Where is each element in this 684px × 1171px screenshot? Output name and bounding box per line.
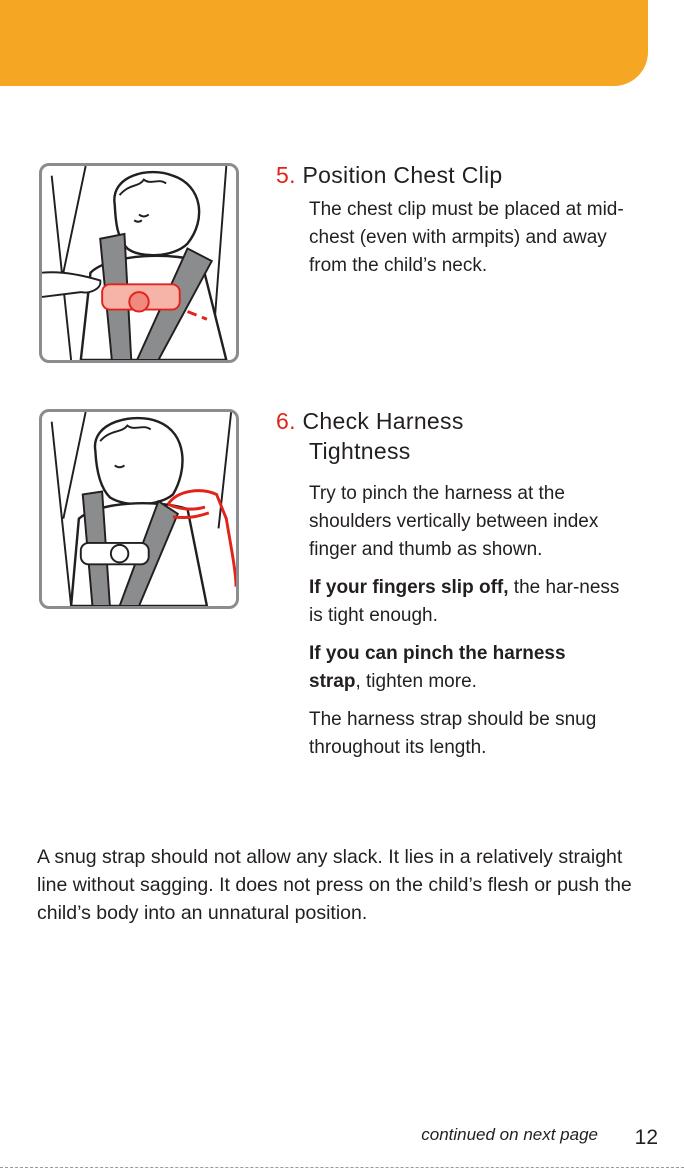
snug-strap-paragraph: A snug strap should not allow any slack. It lies in a relatively straight line without sagging. It does not press on the child’s flesh or push the child’s body into an unnatural position. [37, 846, 632, 924]
step-6-paragraph-2-rest: the har-ness is tight enough. [309, 577, 620, 626]
step-6-heading-line1: Check Harness [302, 408, 464, 434]
step-5-number: 5. [276, 162, 296, 188]
step-6-paragraph-1: Try to pinch the harness at the shoulders vertically between index finger and thumb as shown. [309, 483, 599, 560]
page-number: 12 [634, 1126, 658, 1149]
bottom-dashed-rule [0, 1167, 684, 1168]
step-6-paragraph-3-rest: , tighten more. [355, 671, 477, 692]
step-5-body: The chest clip must be placed at mid-chest (even with armpits) and away from the child’s neck. [309, 199, 624, 276]
child-harness-pinch-icon [42, 412, 236, 606]
step-5-title [276, 160, 656, 190]
header-band [0, 0, 648, 86]
step-6-heading-line2: Tightness [309, 438, 411, 464]
step-6-paragraph-4: The harness strap should be snug throughout its length. [309, 709, 597, 758]
step-6-paragraph-3 [309, 640, 609, 696]
step-6-title [276, 406, 656, 466]
step-5-heading: Position Chest Clip [302, 162, 503, 188]
step-6-paragraph-3-bold: If you can pinch the harness strap [309, 643, 566, 692]
step-6-number: 6. [276, 408, 296, 434]
chest-clip-illustration [39, 163, 239, 363]
step-5 [276, 160, 656, 280]
step-6 [276, 406, 656, 762]
harness-tightness-illustration [39, 409, 239, 609]
child-chest-clip-icon [42, 166, 236, 360]
step-6-paragraph-2 [309, 574, 629, 630]
step-6-paragraph-2-bold: If your fingers slip off, [309, 577, 509, 598]
continued-note: continued on next page [421, 1125, 598, 1144]
